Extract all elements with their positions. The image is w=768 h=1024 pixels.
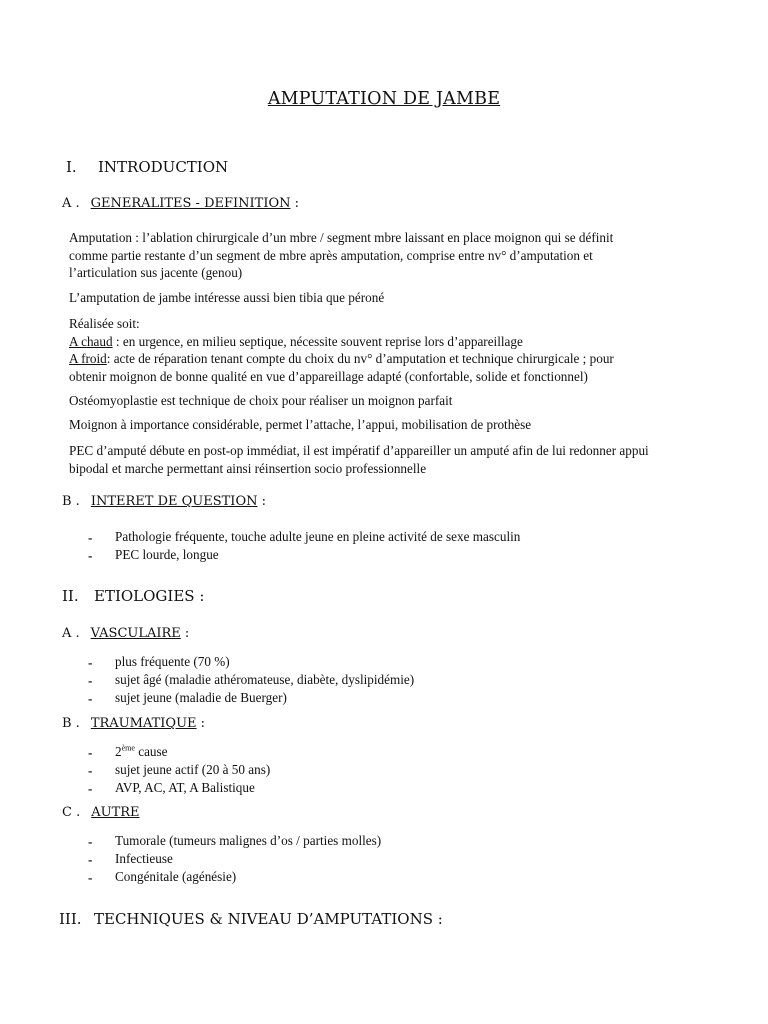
- bullet-dash: -: [88, 781, 93, 796]
- bullet-dash: -: [88, 691, 93, 706]
- bullet-dash: -: [88, 548, 93, 563]
- subsection-1b-label: INTERET DE QUESTION: [90, 494, 258, 509]
- section-3-heading: [59, 910, 443, 928]
- bullet-dash: -: [88, 745, 93, 760]
- subsection-2a-prefix: A .: [62, 626, 80, 641]
- subsection-2b-prefix: B .: [62, 716, 80, 731]
- list-item: sujet jeune actif (20 à 50 ans): [115, 762, 271, 777]
- bullet-dash: -: [88, 870, 93, 885]
- subsection-1b-prefix: B .: [62, 494, 80, 509]
- paragraph-line: Réalisée soit:: [69, 316, 140, 331]
- list-item-superscript: ème: [121, 743, 135, 753]
- chaud-text: : en urgence, en milieu septique, nécessite souvent reprise lors d’appareillage: [112, 333, 523, 349]
- list-item: Congénitale (agénésie): [115, 869, 237, 884]
- section-3-label: TECHNIQUES & NIVEAU D’AMPUTATIONS :: [94, 910, 443, 928]
- list-item: [115, 743, 168, 761]
- document-title: AMPUTATION DE JAMBE: [267, 89, 501, 109]
- list-item: Tumorale (tumeurs malignes d’os / parties molles): [115, 833, 382, 848]
- list-item: plus fréquente (70 %): [115, 654, 230, 669]
- chaud-label: A chaud: [69, 333, 113, 349]
- bullet-dash: -: [88, 673, 93, 688]
- list-item-base: 2: [115, 744, 122, 759]
- list-item-rest: cause: [134, 744, 168, 759]
- list-item: AVP, AC, AT, A Balistique: [115, 780, 255, 795]
- subsection-2b-colon: :: [196, 716, 206, 731]
- subsection-1b-colon: :: [257, 494, 266, 509]
- section-3-number: III.: [59, 910, 82, 928]
- paragraph-moignon: Moignon à importance considérable, permet l’attache, l’appui, mobilisation de prothèse: [69, 417, 532, 432]
- paragraph-line: PEC d’amputé débute en post-op immédiat, il est impératif d’appareiller un amputé afin de lui redonner appui: [69, 443, 649, 458]
- paragraph-definition: [69, 229, 613, 282]
- list-item: Infectieuse: [115, 851, 173, 866]
- paragraph-line: Amputation : l’ablation chirurgicale d’un mbre / segment mbre laissant en place moignon qui se définit: [69, 230, 614, 245]
- subsection-2a-colon: :: [180, 626, 190, 641]
- paragraph-line: [69, 333, 614, 351]
- section-1-label: INTRODUCTION: [98, 158, 229, 176]
- subsection-1a-label: GENERALITES - DEFINITION: [90, 196, 291, 211]
- froid-text: : acte de réparation tenant compte du choix du nv° d’amputation et technique chirurgicale ; pour: [106, 351, 614, 366]
- bullet-dash: -: [88, 763, 93, 778]
- paragraph-jambe: L’amputation de jambe intéresse aussi bien tibia que péroné: [69, 290, 385, 305]
- paragraph-line: obtenir moignon de bonne qualité en vue d’appareillage adapté (confortable, solide et fonctionnel): [69, 368, 588, 384]
- paragraph-line: l’articulation sus jacente (genou): [69, 265, 243, 280]
- section-2-label: ETIOLOGIES :: [94, 587, 205, 605]
- paragraph-line: bipodal et marche permettant ainsi réinsertion socio professionnelle: [69, 460, 427, 476]
- subsection-1a-colon: :: [290, 196, 299, 211]
- subsection-1a-prefix: A .: [62, 196, 80, 211]
- bullet-dash: -: [88, 834, 93, 849]
- subsection-1b-heading: [62, 494, 266, 509]
- subsection-1a-heading: [62, 196, 299, 211]
- section-2-number: II.: [62, 587, 79, 605]
- section-2-heading: [62, 587, 204, 605]
- subsection-2a-heading: [62, 626, 189, 641]
- list-item: sujet jeune (maladie de Buerger): [115, 690, 287, 705]
- bullet-dash: -: [88, 530, 93, 545]
- subsection-2c-heading: [62, 805, 140, 820]
- list-item: sujet âgé (maladie athéromateuse, diabète, dyslipidémie): [115, 672, 415, 687]
- subsection-2c-prefix: C .: [62, 805, 81, 820]
- paragraph-line: [69, 350, 614, 368]
- subsection-2c-label: AUTRE: [91, 805, 140, 820]
- paragraph-realisee: [69, 315, 614, 385]
- list-item: PEC lourde, longue: [115, 547, 219, 562]
- froid-label: A froid: [69, 351, 107, 366]
- paragraph-pec: [69, 442, 649, 477]
- section-1-number: I.: [66, 158, 77, 176]
- section-1-heading: [66, 158, 228, 176]
- subsection-2a-label: VASCULAIRE: [90, 626, 181, 641]
- bullet-dash: -: [88, 852, 93, 867]
- subsection-2b-label: TRAUMATIQUE: [90, 716, 197, 731]
- list-item: Pathologie fréquente, touche adulte jeune en pleine activité de sexe masculin: [115, 529, 521, 544]
- bullet-dash: -: [88, 655, 93, 670]
- paragraph-line: comme partie restante d’un segment de mbre après amputation, comprise entre nv° d’amputation et: [69, 247, 593, 263]
- paragraph-osteomyoplastie: Ostéomyoplastie est technique de choix pour réaliser un moignon parfait: [69, 393, 453, 408]
- subsection-2b-heading: [62, 716, 205, 731]
